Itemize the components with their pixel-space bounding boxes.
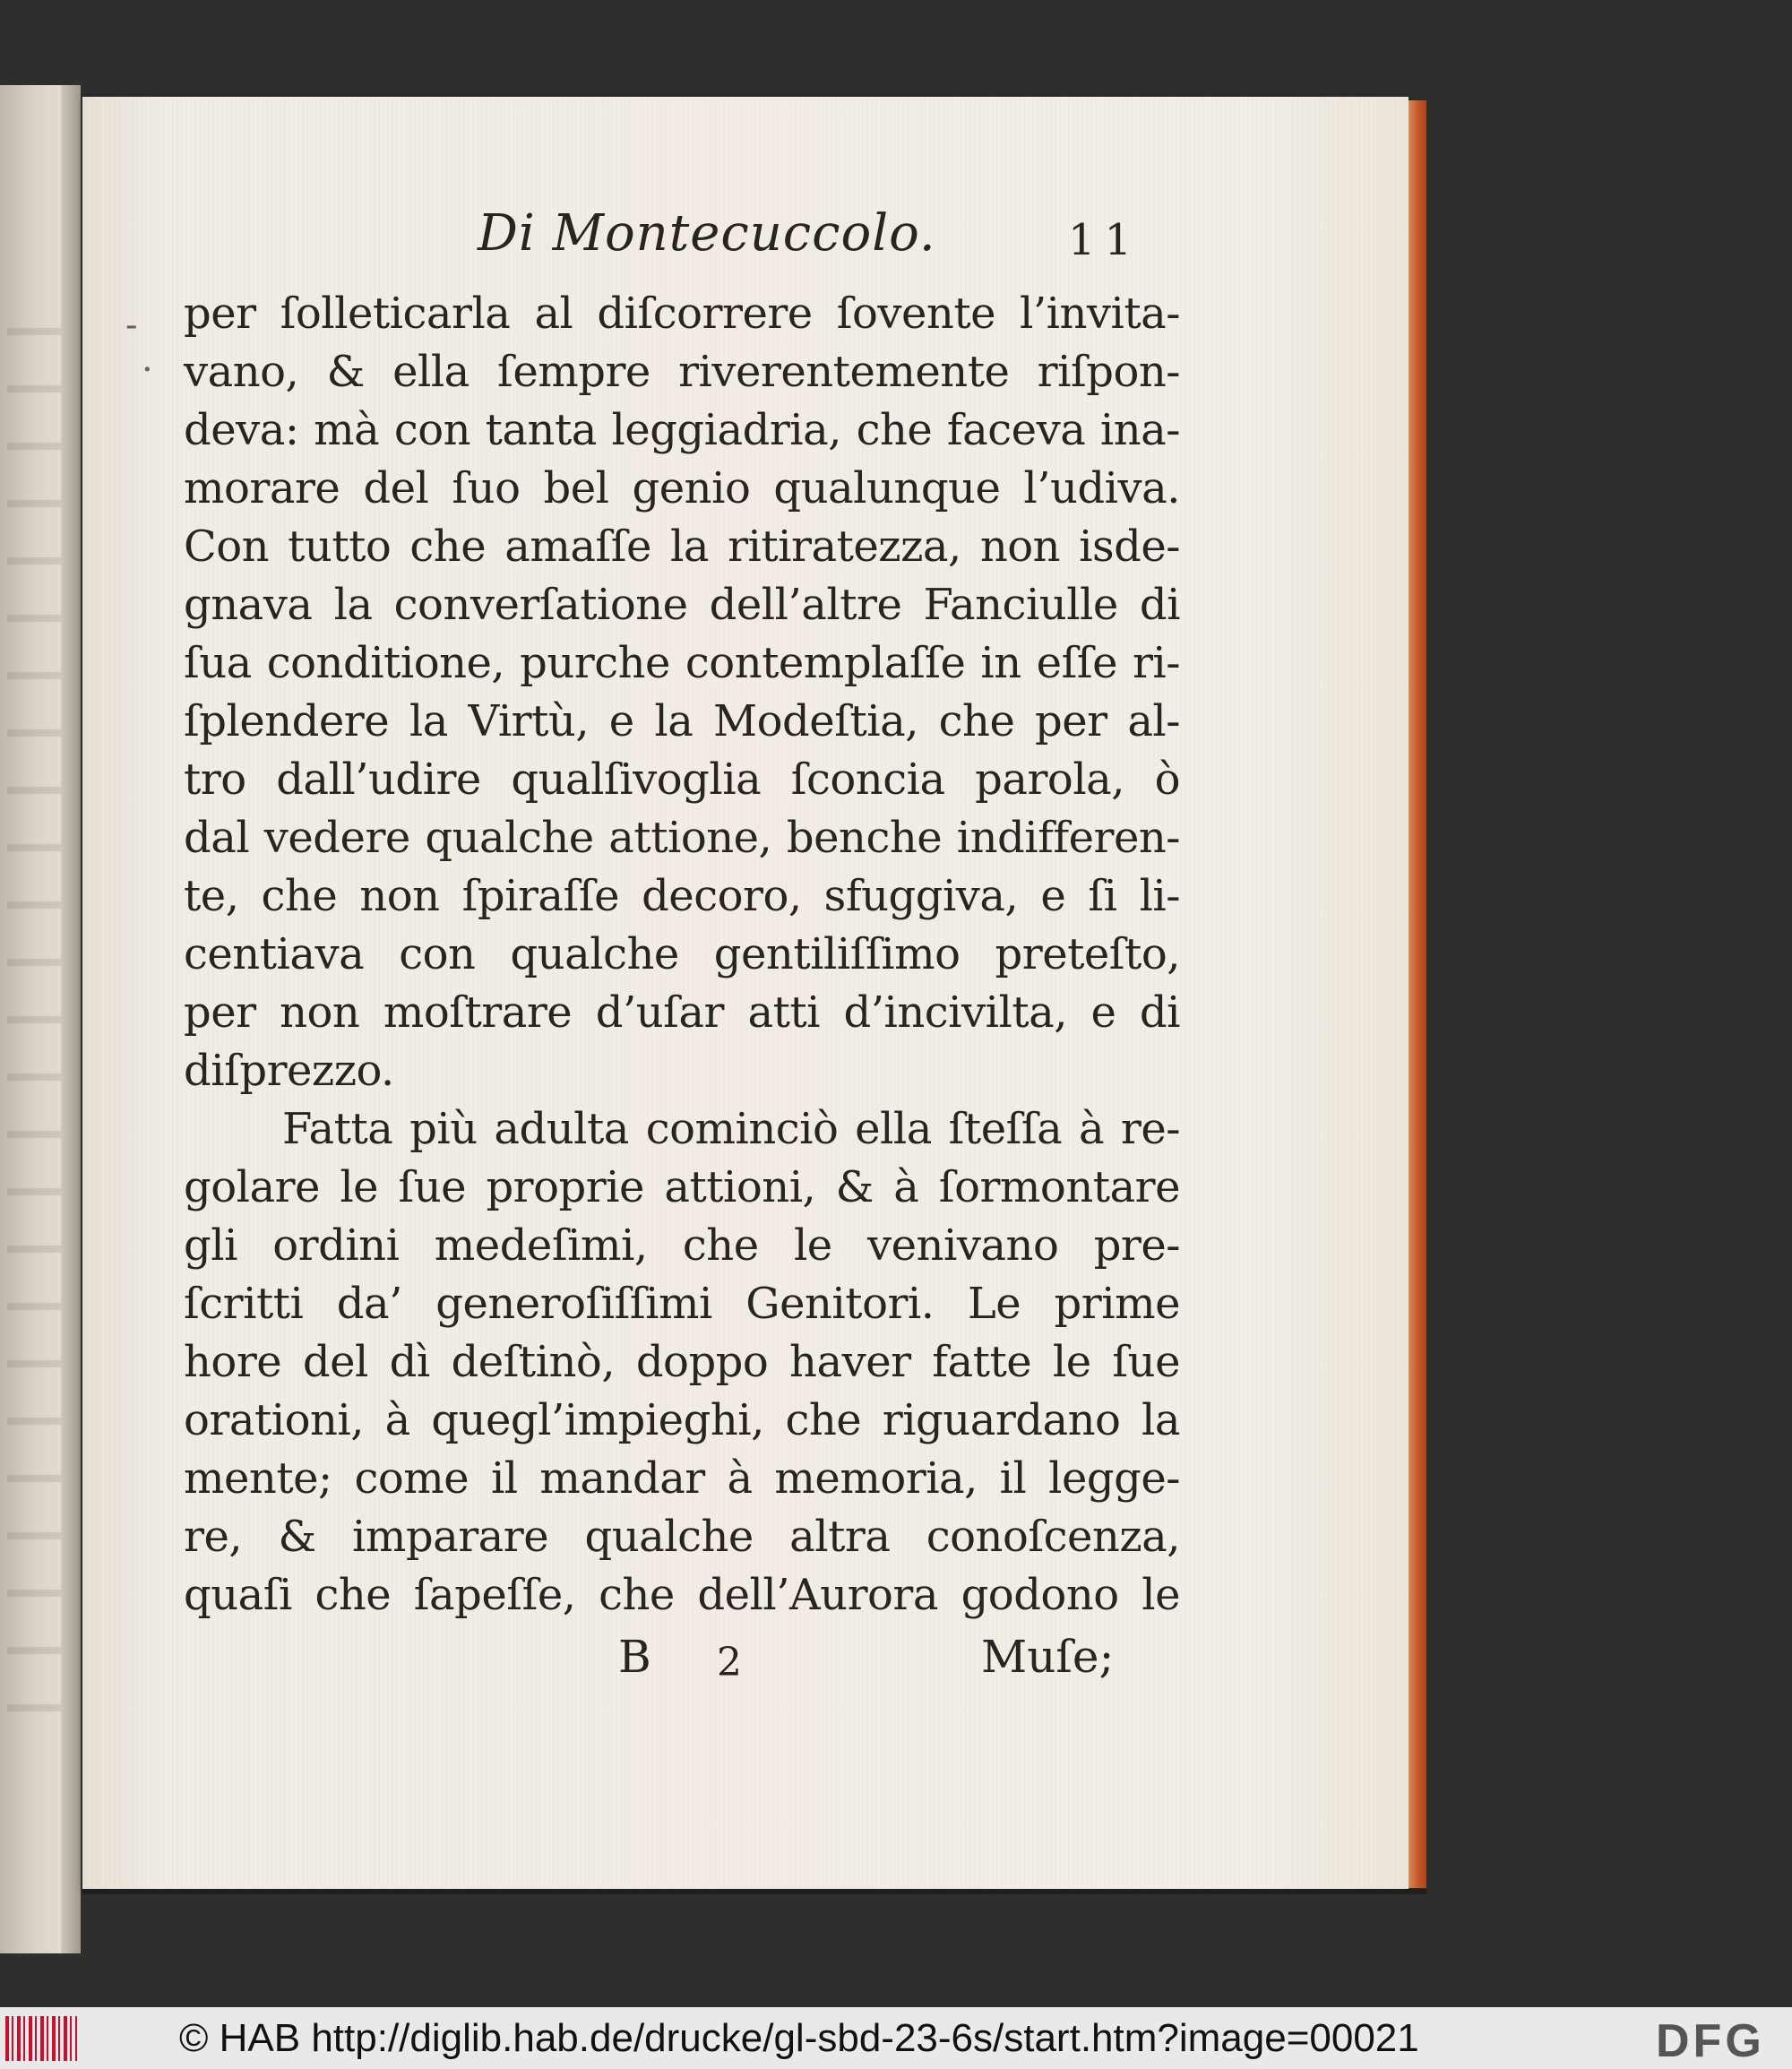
text-line: deva: mà con tanta leggiadria, che faceva ina- [184, 405, 1180, 455]
text-line: te, che non ſpiraſſe decoro, sfuggiva, e ſi li- [184, 871, 1180, 921]
text-line: centiava con qualche gentiliſſimo preteſto, [184, 929, 1180, 979]
text-line: per ſolleticarla al diſcorrere ſovente l’invita- [184, 289, 1180, 339]
text-line: orationi, à quegl’impieghi, che riguardano la [184, 1395, 1180, 1445]
text-line: vano, & ella ſempre riverentemente riſpon- [184, 347, 1180, 397]
signature-number: 2 [717, 1640, 742, 1685]
text-line: ſua conditione, purche contemplaſſe in eſſe ri- [184, 638, 1180, 688]
dfg-logo: DFG [1656, 2015, 1765, 2067]
text-line: golare le ſue proprie attioni, & à ſormontare [184, 1162, 1180, 1212]
margin-dash: - [125, 305, 138, 346]
catchword: Muſe; [981, 1631, 1115, 1683]
text-line: mente; come il mandar à memoria, il legge- [184, 1453, 1180, 1504]
previous-page-text-bleed [7, 296, 61, 1711]
text-line: gnava la converſatione dell’altre Fanciulle di [184, 580, 1180, 630]
paragraph-first-line: Fatta più adulta cominciò ella ſteſſa à re- [282, 1104, 1180, 1154]
red-page-edge [1409, 100, 1426, 1888]
hab-barcode-icon [5, 2016, 77, 2061]
text-line: per non moſtrare d’uſar atti d’incivilta, e di [184, 987, 1180, 1038]
text-line: ſplendere la Virtù, e la Modeſtia, che per al- [184, 696, 1180, 746]
text-line: Con tutto che amaſſe la ritiratezza, non isde- [184, 522, 1180, 572]
text-line: tro dall’udire qualſivoglia ſconcia parola, ò [184, 754, 1180, 805]
body-text [184, 285, 1180, 1625]
text-line: dal vedere qualche attione, benche indifferen- [184, 813, 1180, 863]
book-gutter [61, 85, 81, 1953]
text-line: re, & imparare qualche altra conoſcenza, [184, 1512, 1180, 1562]
footer-credit-link[interactable]: © HAB http://diglib.hab.de/drucke/gl-sbd-23-6s/start.htm?image=00021 [179, 2016, 1419, 2060]
text-line: gli ordini medeſimi, che le venivano pre- [184, 1220, 1180, 1271]
text-line: quaſi che ſapeſſe, che dell’Aurora godono le [184, 1570, 1180, 1620]
signature-mark: B [618, 1631, 651, 1683]
page-shadow [82, 1889, 1426, 1894]
page-number: 11 [1068, 215, 1142, 265]
text-line: morare del ſuo bel genio qualunque l’udiva. [184, 463, 1180, 513]
text-line: ſcritti da’ generoſiſſimi Genitori. Le prime [184, 1279, 1180, 1329]
text-line: hore del dì deſtinò, doppo haver fatte le ſue [184, 1337, 1180, 1387]
margin-dot: · [142, 349, 153, 391]
running-head: Di Montecuccolo. [478, 204, 936, 263]
text-line: diſprezzo. [184, 1046, 394, 1096]
footer-bar [0, 2007, 1792, 2069]
